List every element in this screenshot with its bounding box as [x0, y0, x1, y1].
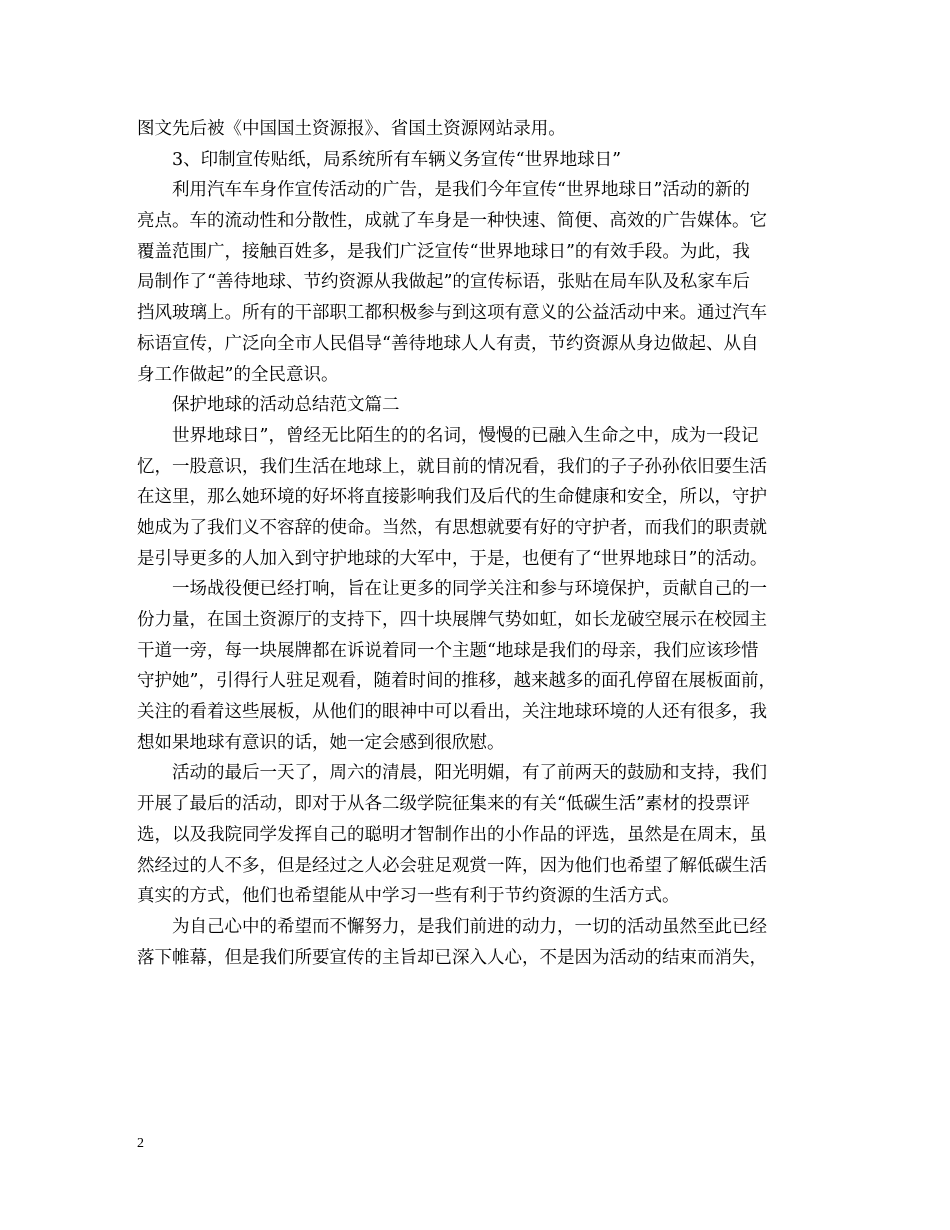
text-line: 是引导更多的人加入到守护地球的大军中，于是，也便有了“世界地球日”的活动。 [137, 548, 768, 569]
text-line: 想如果地球有意识的话，她一定会感到很欣慰。 [137, 732, 505, 753]
text-line: 标语宣传，广泛向全市人民倡导“善待地球人人有责，节约资源从身边做起、从自 [137, 333, 759, 354]
text-line: 开展了最后的活动，即对于从各二级学院征集来的有关“低碳生活”素材的投票评 [137, 794, 750, 815]
text-line: 身工作做起”的全民意识。 [137, 364, 339, 385]
text-line: 局制作了“善待地球、节约资源从我做起”的宣传标语，张贴在局车队及私家车后 [137, 272, 750, 293]
text-line: 守护她”，引得行人驻足观看，随着时间的推移，越来越多的面孔停留在展板面前， [137, 671, 776, 692]
document-body [137, 114, 827, 973]
text-line: 选，以及我院同学发挥自己的聪明才智制作出的小作品的评选，虽然是在周末，虽 [137, 824, 767, 845]
text-line: 关注的看着这些展板，从他们的眼神中可以看出，关注地球环境的人还有很多，我 [137, 702, 767, 723]
text-line: 世界地球日”，曾经无比陌生的的名词，慢慢的已融入生命之中，成为一段记 [172, 425, 759, 446]
text-line: 图文先后被《中国国土资源报》、省国土资源网站录用。 [137, 119, 566, 139]
text-line: 忆，一股意识，我们生活在地球上，就目前的情况看，我们的子子孙孙依旧要生活 [137, 456, 767, 477]
text-line: 真实的方式，他们也希望能从中学习一些有利于节约资源的生活方式。 [137, 886, 680, 907]
text-line: 亮点。车的流动性和分散性，成就了车身是一种快速、简便、高效的广告媒体。它 [137, 211, 767, 232]
text-line: 3、印制宣传贴纸，局系统所有车辆义务宣传“世界地球日” [172, 149, 622, 170]
text-line: 利用汽车车身作宣传活动的广告，是我们今年宣传“世界地球日”活动的新的 [172, 180, 750, 201]
text-line: 为自己心中的希望而不懈努力，是我们前进的动力，一切的活动虽然至此已经 [172, 916, 767, 937]
text-line: 她成为了我们义不容辞的使命。当然，有思想就要有好的守护者，而我们的职责就 [137, 517, 767, 538]
text-line: 然经过的人不多，但是经过之人必会驻足观赏一阵，因为他们也希望了解低碳生活 [137, 855, 767, 876]
text-line: 挡风玻璃上。所有的干部职工都积极参与到这项有意义的公益活动中来。通过汽车 [137, 303, 767, 324]
text-line: 落下帷幕，但是我们所要宣传的主旨却已深入人心，不是因为活动的结束而消失， [137, 947, 767, 968]
text-line: 一场战役便已经打响，旨在让更多的同学关注和参与环境保护，贡献自己的一 [172, 579, 767, 600]
text-line: 干道一旁，每一块展牌都在诉说着同一个主题“地球是我们的母亲，我们应该珍惜 [137, 640, 759, 661]
section-heading: 保护地球的活动总结范文篇二 [172, 395, 400, 416]
text-line: 份力量，在国土资源厅的支持下，四十块展牌气势如虹，如长龙破空展示在校园主 [137, 610, 767, 630]
text-line: 覆盖范围广，接触百姓多，是我们广泛宣传“世界地球日”的有效手段。为此，我 [137, 241, 750, 262]
text-line: 活动的最后一天了，周六的清晨，阳光明媚，有了前两天的鼓励和支持，我们 [172, 763, 767, 784]
text-line: 在这里，那么她环境的好坏将直接影响我们及后代的生命健康和安全，所以，守护 [137, 487, 767, 508]
page-number: 2 [137, 1136, 144, 1151]
